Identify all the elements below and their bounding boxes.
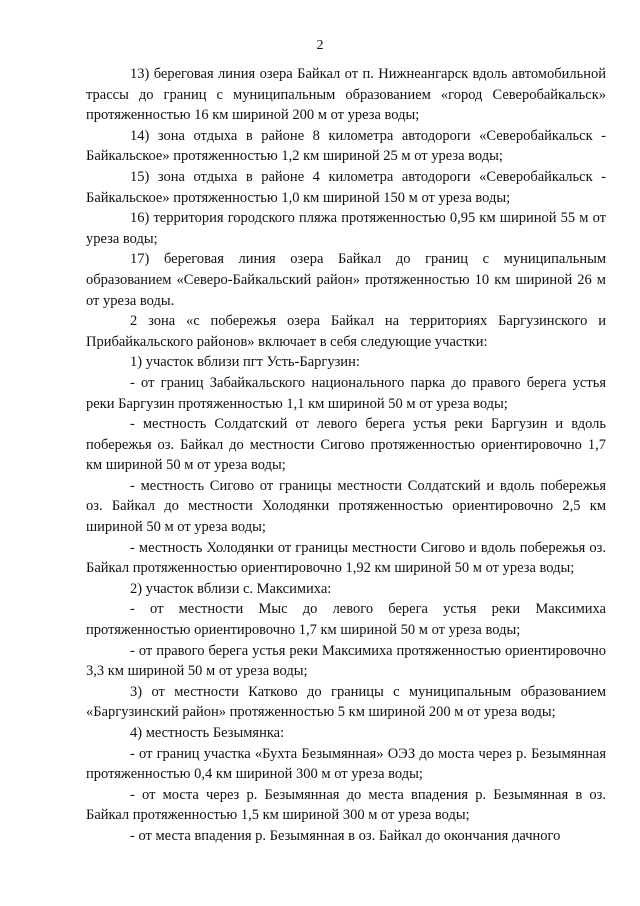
paragraph-14: 14) зона отдыха в районе 8 километра автодороги «Северобайкальск - Байкальское» протяженностью 1,2 км шириной 25 м от уреза воды; [86,127,606,165]
list-item: - местность Сигово от границы местности Солдатский и вдоль побережья оз. Байкал до местности Холодянки протяженностью ориентировочно 2,5 км шириной 50 м от уреза воды; [86,477,606,536]
list-item: - от местности Мыс до левого берега устья реки Максимиха протяженностью ориентировочно 1,7 км шириной 50 м от уреза воды; [86,601,606,639]
list-item: - от границ участка «Бухта Безымянная» ОЭЗ до моста через р. Безымянная протяженностью 0,4 км шириной 300 м от уреза воды; [86,745,606,783]
section-1-heading: 1) участок вблизи пгт Усть-Баргузин: [130,354,360,371]
paragraph-15: 15) зона отдыха в районе 4 километра автодороги «Северобайкальск - Байкальское» протяженностью 1,0 км шириной 150 м от уреза воды; [86,168,606,206]
section-4-heading: 4) местность Безымянка: [130,725,285,741]
paragraph-17: 17) береговая линия озера Байкал до границ с муниципальным образованием «Северо-Байкальский район» протяженностью 10 км шириной 26 м от уреза воды. [86,251,606,309]
list-item: - местность Холодянки от границы местности Сигово и вдоль побережья оз. Байкал протяженностью ориентировочно 1,92 км шириной 50 м от уреза воды; [86,539,606,577]
page-number: 2 [316,38,324,53]
section-2-heading: 2) участок вблизи с. Максимиха: [130,580,332,597]
zone-2-heading: 2 зона «с побережья озера Байкал на территориях Баргузинского и Прибайкальского районов» включает в себя следующие участки: [86,313,606,350]
document-body [86,64,606,847]
list-item: - от места впадения р. Безымянная в оз. Байкал до окончания дачного [130,827,561,844]
list-item: - от правого берега устья реки Максимиха протяженностью ориентировочно 3,3 км шириной 50 м от уреза воды; [86,642,606,680]
paragraph-16: 16) территория городского пляжа протяженностью 0,95 км шириной 55 м от уреза воды; [86,210,606,247]
paragraph-13: 13) береговая линия озера Байкал от п. Нижнеангарск вдоль автомобильной трассы до границ с муниципальным образованием «город Северобайкальск» протяженностью 16 км шириной 200 м от уреза воды; [86,66,606,124]
list-item: - от границ Забайкальского национального парка до правого берега устья реки Баргузин протяженностью 1,1 км шириной 50 м от уреза воды; [86,374,606,412]
list-item: - местность Солдатский от левого берега устья реки Баргузин и вдоль побережья оз. Байкал до местности Сигово протяженностью ориентировочно 1,7 км шириной 50 м от уреза воды; [86,416,606,474]
list-item: - от моста через р. Безымянная до места впадения р. Безымянная в оз. Байкал протяженностью 1,5 км шириной 300 м от уреза воды; [86,786,606,824]
section-3-paragraph: 3) от местности Катково до границы с муниципальным образованием «Баргузинский район» протяженностью 5 км шириной 200 м от уреза воды; [86,683,606,721]
